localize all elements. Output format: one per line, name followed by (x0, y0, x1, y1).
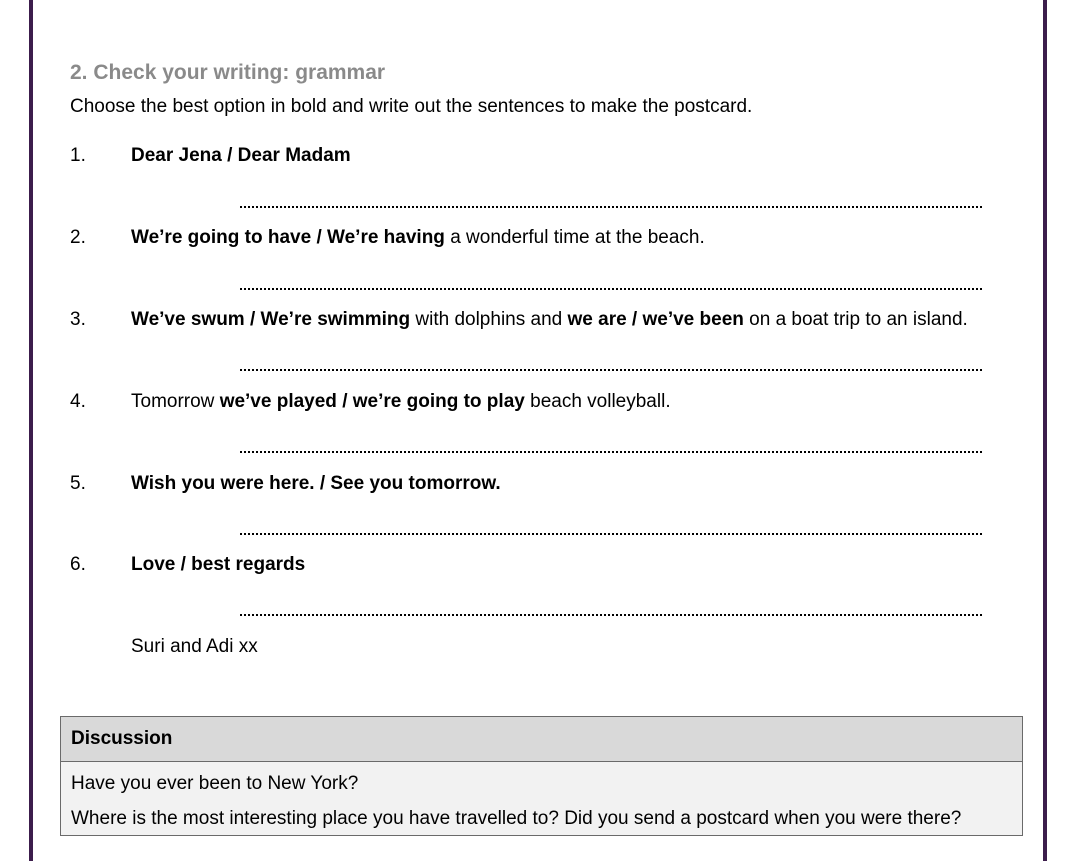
sentence-text: beach volleyball. (524, 391, 671, 412)
sentence-text: Tomorrow (131, 391, 220, 412)
item-sentence (131, 473, 501, 495)
sentence-text: on a boat trip to an island. (743, 309, 968, 330)
discussion-question: Have you ever been to New York? (71, 773, 359, 794)
option-choice: we are / we’ve been (567, 309, 744, 330)
option-choice: we’ve played / we’re going to play (219, 391, 525, 412)
discussion-heading: Discussion (61, 717, 1022, 762)
page-border-right (1043, 0, 1047, 861)
item-number: 6. (70, 554, 86, 575)
option-choice: Wish you were here. / See you tomorrow. (131, 473, 501, 494)
exercise-item (0, 309, 1080, 339)
item-sentence (131, 309, 968, 331)
answer-line[interactable] (240, 533, 982, 535)
discussion-question: Where is the most interesting place you have travelled to? Did you send a postcard when you were there? (71, 808, 962, 829)
exercise-item (0, 145, 1080, 175)
option-choice: We’ve swum / We’re swimming (131, 309, 411, 330)
answer-line[interactable] (240, 614, 982, 616)
item-number: 3. (70, 309, 86, 330)
option-choice: Dear Jena / Dear Madam (131, 145, 351, 166)
exercise-item (0, 391, 1080, 421)
section-title: 2. Check your writing: grammar (70, 61, 386, 84)
option-choice: Love / best regards (131, 554, 306, 575)
item-number: 4. (70, 391, 86, 412)
answer-line[interactable] (240, 206, 982, 208)
item-number: 2. (70, 227, 86, 248)
instructions-text: Choose the best option in bold and write out the sentences to make the postcard. (70, 96, 753, 117)
page-border-left (29, 0, 33, 861)
item-sentence (131, 227, 705, 249)
answer-line[interactable] (240, 288, 982, 290)
option-choice: We’re going to have / We’re having (131, 227, 445, 248)
exercise-item (0, 554, 1080, 584)
answer-line[interactable] (240, 451, 982, 453)
discussion-box (60, 716, 1023, 836)
sentence-text: with dolphins and (410, 309, 568, 330)
item-sentence (131, 391, 671, 413)
item-number: 5. (70, 473, 86, 494)
postcard-signoff: Suri and Adi xx (131, 636, 258, 657)
exercise-item (0, 473, 1080, 503)
item-sentence (131, 145, 351, 167)
answer-line[interactable] (240, 369, 982, 371)
exercise-item (0, 227, 1080, 257)
item-number: 1. (70, 145, 86, 166)
item-sentence (131, 554, 305, 576)
sentence-text: a wonderful time at the beach. (444, 227, 705, 248)
